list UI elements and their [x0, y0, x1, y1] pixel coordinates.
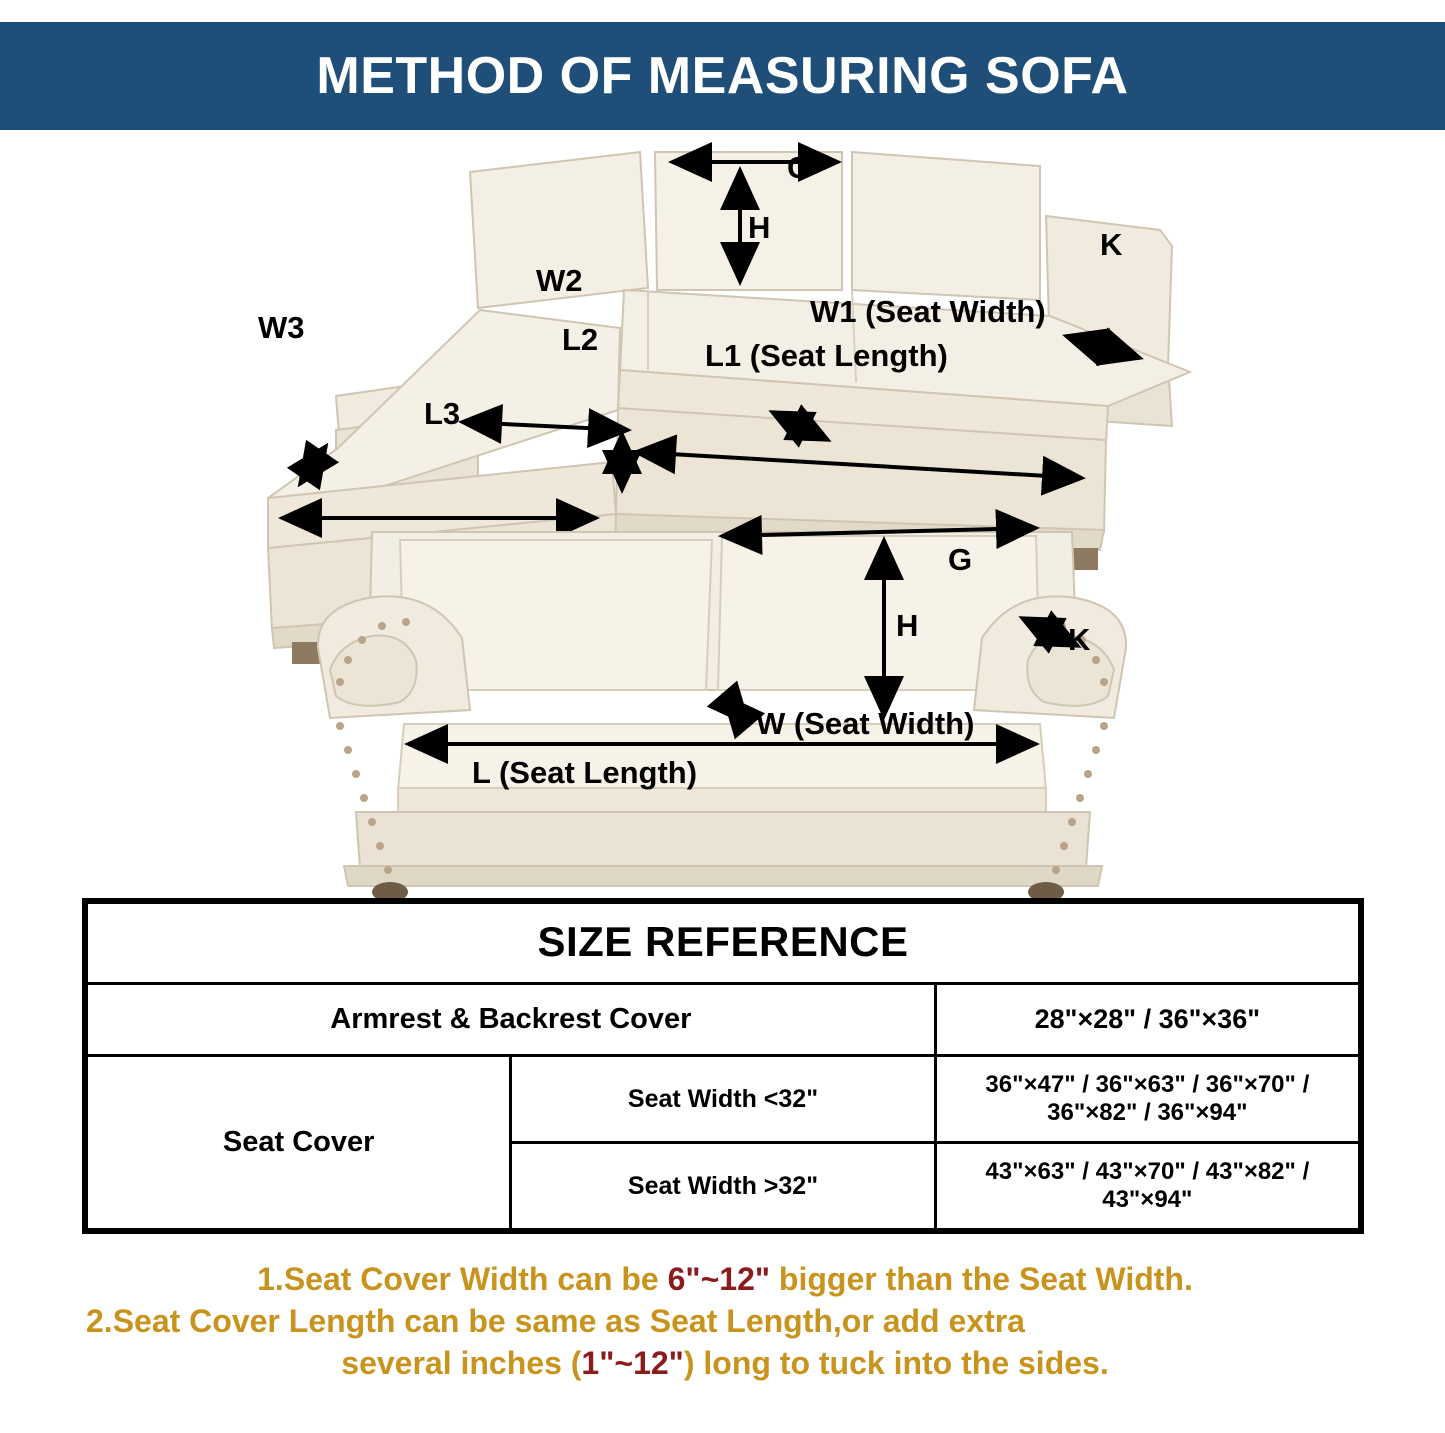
row-label-seat-cover: Seat Cover	[87, 1056, 511, 1230]
label-sectional-w3: W3	[258, 310, 305, 345]
label-standard-k: K	[1068, 622, 1091, 657]
note-line-3	[60, 1342, 1390, 1384]
table-row-seat-narrow	[87, 1056, 1360, 1143]
table-title: SIZE REFERENCE	[87, 903, 1360, 984]
note-3-part-a: several inches (	[341, 1345, 582, 1382]
label-sectional-k: K	[1100, 227, 1123, 262]
page-title: METHOD OF MEASURING SOFA	[316, 47, 1129, 105]
label-standard-h: H	[896, 608, 919, 643]
label-sectional-l1: L1 (Seat Length)	[705, 338, 948, 373]
note-line-1	[60, 1258, 1390, 1300]
row-sublabel-seat-width-under: Seat Width <32"	[511, 1056, 935, 1143]
note-3-highlight: 1"~12"	[581, 1345, 684, 1382]
label-standard-w: W (Seat Width)	[756, 706, 975, 741]
label-sectional-l2: L2	[562, 322, 599, 357]
standard-sofa-drawing	[318, 528, 1126, 900]
note-1-part-c: bigger than the Seat Width.	[770, 1261, 1193, 1297]
note-line-2: 2.Seat Cover Length can be same as Seat Length,or add extra	[86, 1303, 1025, 1340]
notes-section	[60, 1258, 1390, 1385]
note-3-part-c: ) long to tuck into the sides.	[683, 1345, 1109, 1382]
row-label-armrest: Armrest & Backrest Cover	[87, 984, 936, 1056]
label-standard-g: G	[948, 542, 973, 577]
label-sectional-w2: W2	[536, 263, 583, 298]
label-standard-l: L (Seat Length)	[472, 755, 698, 790]
label-sectional-h: H	[748, 210, 771, 245]
table-row-title	[87, 903, 1360, 984]
sofa-diagram-svg	[0, 130, 1445, 900]
sofa-diagram	[0, 130, 1445, 900]
label-sectional-l3: L3	[424, 396, 461, 431]
header-bar	[0, 22, 1445, 130]
row-sublabel-seat-width-over: Seat Width >32"	[511, 1143, 935, 1230]
row-values-armrest: 28"×28" / 36"×36"	[935, 984, 1359, 1056]
label-sectional-w1: W1 (Seat Width)	[810, 294, 1046, 329]
row-values-seat-width-over: 43"×63" / 43"×70" / 43"×82" / 43"×94"	[935, 1143, 1359, 1230]
note-1-part-a: 1.Seat Cover Width can be	[257, 1261, 668, 1297]
table-row-armrest	[87, 984, 1360, 1056]
label-sectional-g: G	[787, 150, 812, 185]
row-values-seat-width-under: 36"×47" / 36"×63" / 36"×70" / 36"×82" / 36"×94"	[935, 1056, 1359, 1143]
note-1-highlight: 6"~12"	[667, 1261, 771, 1297]
size-reference-table	[82, 898, 1364, 1234]
